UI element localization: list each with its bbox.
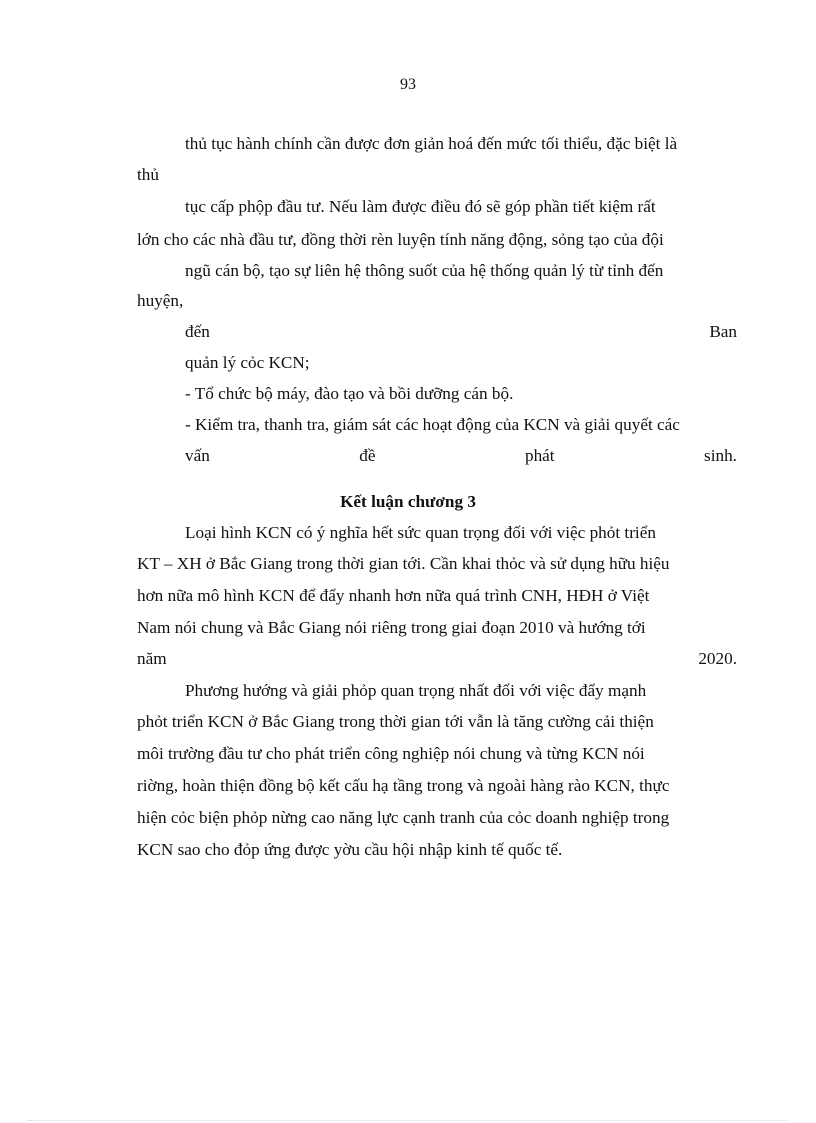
word: 2020. [698, 649, 737, 668]
text-line-justified [137, 648, 737, 670]
text-line: tục cấp phộp đầu tư. Nếu làm được điều đó sẽ góp phần tiết kiệm rất [185, 197, 656, 216]
page-bottom-divider [28, 1120, 788, 1121]
bullet-item: - Tổ chức bộ máy, đào tạo và bồi dưỡng cán bộ. [185, 384, 514, 403]
text-line: quản lý cỏc KCN; [185, 353, 310, 372]
text-line: thủ tục hành chính cần được đơn giản hoá đến mức tối thiểu, đặc biệt là [185, 134, 678, 153]
bullet-item: - Kiểm tra, thanh tra, giám sát các hoạt động của KCN và giải quyết các [185, 415, 680, 434]
page-number: 93 [400, 76, 416, 93]
text-line-justified [185, 445, 737, 467]
word: Ban [709, 322, 737, 341]
section-heading: Kết luận chương 3 [340, 492, 476, 511]
text-line: ngũ cán bộ, tạo sự liên hệ thông suốt của hệ thống quản lý từ tỉnh đến [185, 261, 664, 280]
text-line: môi trường đầu tư cho phát triển công nghiệp nói chung và từng KCN nói [137, 744, 645, 763]
word: sinh. [704, 446, 737, 465]
text-line: thủ [137, 165, 159, 184]
text-line: Phương hướng và giải phỏp quan trọng nhất đối với việc đẩy mạnh [185, 681, 647, 700]
text-line: hơn nữa mô hình KCN để đẩy nhanh hơn nữa quá trình CNH, HĐH ở Việt [137, 586, 650, 605]
text-line: KCN sao cho đỏp ứng được yờu cầu hội nhập kinh tế quốc tế. [137, 840, 563, 859]
text-line: huyện, [137, 291, 184, 310]
text-line: Loại hình KCN có ý nghĩa hết sức quan trọng đối với việc phỏt triển [185, 523, 656, 542]
text-line: lớn cho các nhà đầu tư, đồng thời rèn luyện tính năng động, sỏng tạo của đội [137, 230, 664, 249]
text-line-justified [185, 321, 737, 343]
text-line: KT – XH ở Bắc Giang trong thời gian tới. Cần khai thỏc và sử dụng hữu hiệu [137, 554, 670, 573]
word: đến [185, 322, 210, 341]
word: năm [137, 649, 167, 668]
text-line: Nam nói chung và Bắc Giang nói riêng trong giai đoạn 2010 và hướng tới [137, 618, 646, 637]
word: phát [524, 446, 555, 465]
word: vấn [185, 446, 210, 465]
text-line: phỏt triển KCN ở Bắc Giang trong thời gian tới vẫn là tăng cường cải thiện [137, 712, 654, 731]
word: đề [359, 446, 376, 465]
text-line: riờng, hoàn thiện đồng bộ kết cấu hạ tầng trong và ngoài hàng rào KCN, thực [137, 776, 670, 795]
text-line: hiện cỏc biện phỏp nừng cao năng lực cạnh tranh của cỏc doanh nghiệp trong [137, 808, 670, 827]
